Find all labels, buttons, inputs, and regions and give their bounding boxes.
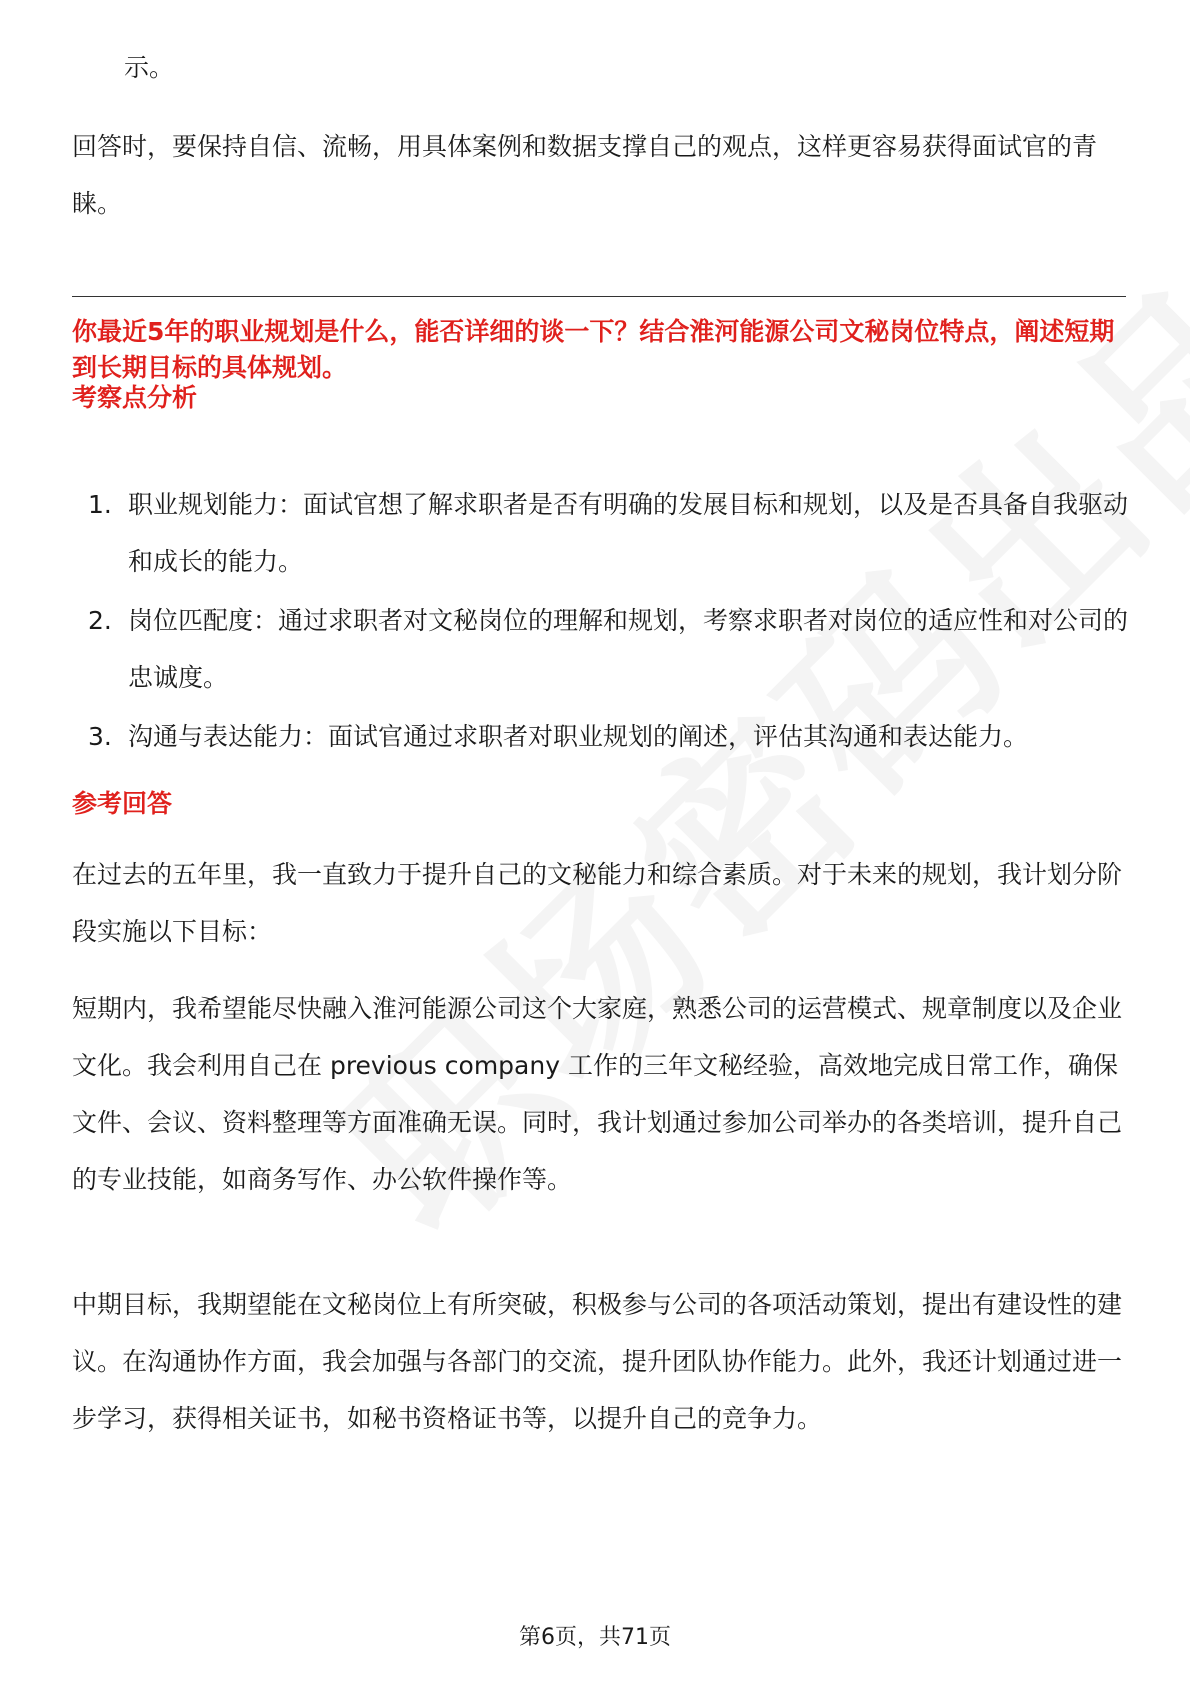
answer-paragraph-short-term: 短期内，我希望能尽快融入淮河能源公司这个大家庭，熟悉公司的运营模式、规章制度以及企业文化。我会利用自己在 previous company 工作的三年文秘经验，高效地完成日常工作，确保文件、会议、资料整理等方面准确无误。同时，我计划通过参加公司举办的各类培训，提升自己的专业技能，如商务写作、办公软件操作等。 [72, 994, 1123, 1194]
list-number: 2. [88, 606, 112, 635]
interview-question: 你最近5年的职业规划是什么，能否详细的谈一下？结合淮河能源公司文秘岗位特点，阐述短期到长期目标的具体规划。 [72, 317, 1115, 382]
list-number: 3. [88, 722, 112, 751]
list-number: 1. [88, 490, 112, 519]
analysis-item-text: 岗位匹配度：通过求职者对文秘岗位的理解和规划，考察求职者对岗位的适应性和对公司的忠诚度。 [128, 606, 1129, 692]
closing-paragraph: 回答时，要保持自信、流畅，用具体案例和数据支撑自己的观点，这样更容易获得面试官的青睐。 [72, 132, 1098, 218]
analysis-item [72, 592, 1132, 706]
analysis-item [72, 476, 1132, 590]
answer-heading: 参考回答 [72, 789, 173, 818]
answer-paragraph-intro: 在过去的五年里，我一直致力于提升自己的文秘能力和综合素质。对于未来的规划，我计划分阶段实施以下目标： [72, 860, 1123, 946]
continuation-tail: 示。 [124, 53, 175, 82]
analysis-list [72, 476, 1132, 767]
answer-paragraph-mid-term: 中期目标，我期望能在文秘岗位上有所突破，积极参与公司的各项活动策划，提出有建设性的建议。在沟通协作方面，我会加强与各部门的交流，提升团队协作能力。此外，我还计划通过进一步学习，获得相关证书，如秘书资格证书等，以提升自己的竞争力。 [72, 1290, 1123, 1433]
section-divider [72, 296, 1126, 297]
analysis-item [72, 708, 1132, 765]
analysis-item-text: 职业规划能力：面试官想了解求职者是否有明确的发展目标和规划，以及是否具备自我驱动和成长的能力。 [128, 490, 1129, 576]
analysis-item-text: 沟通与表达能力：面试官通过求职者对职业规划的阐述，评估其沟通和表达能力。 [128, 722, 1029, 751]
page-footer: 第6页，共71页 [519, 1625, 671, 1650]
analysis-heading: 考察点分析 [72, 383, 198, 412]
